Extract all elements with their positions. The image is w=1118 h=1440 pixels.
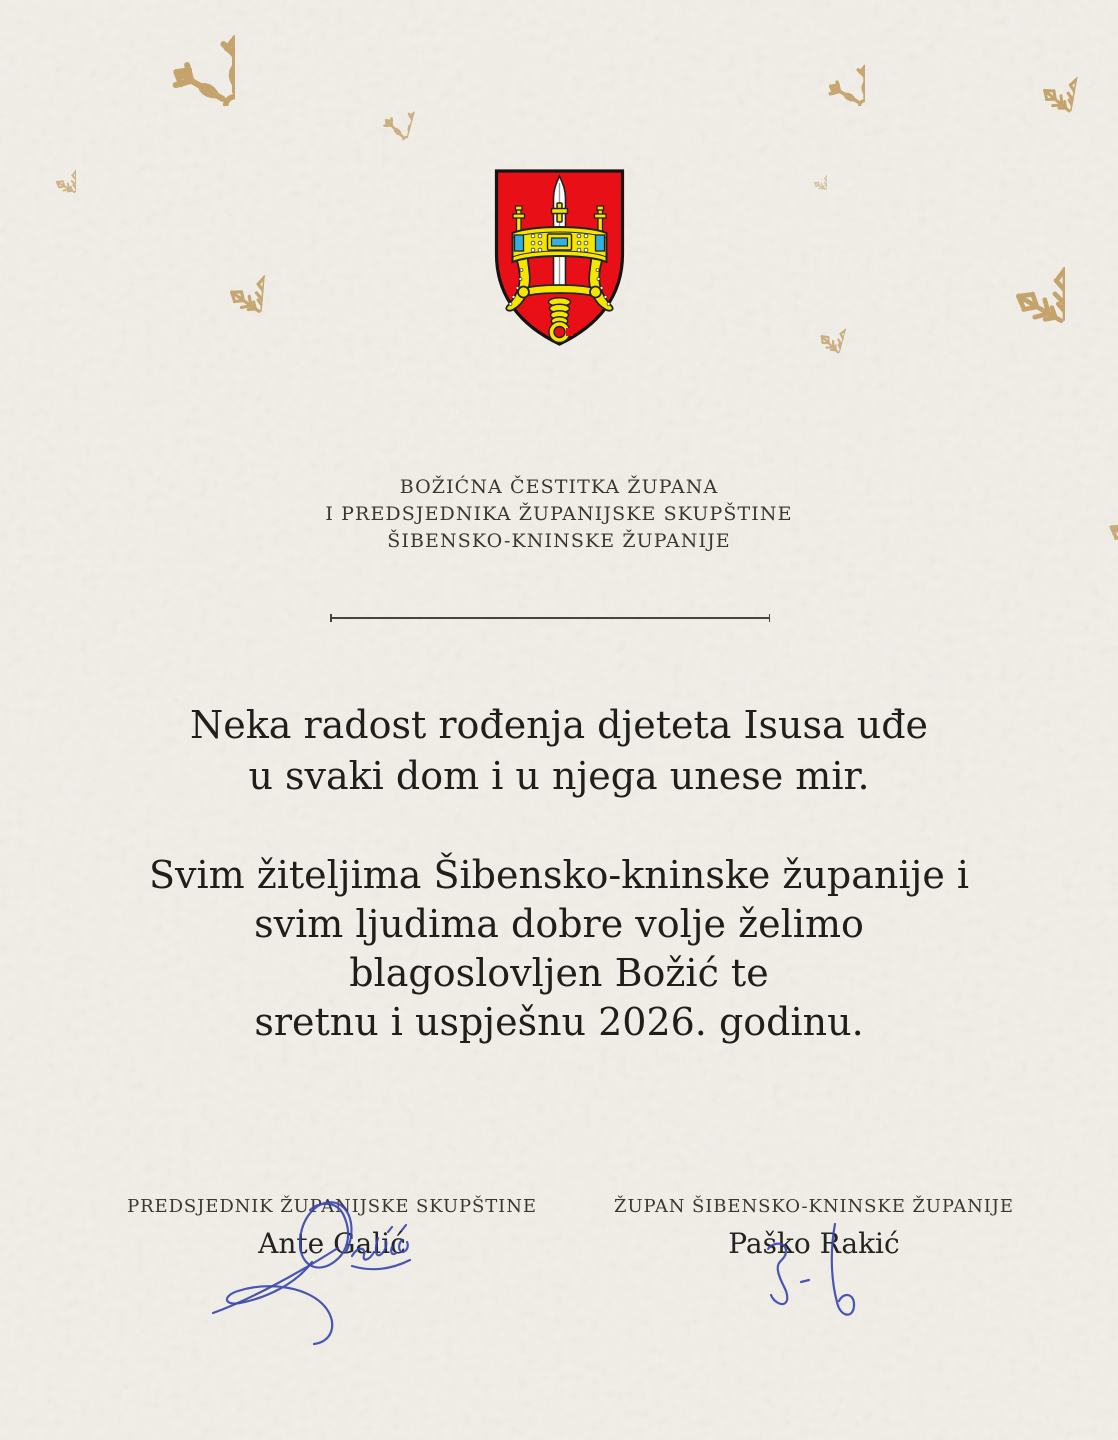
message-line: blagoslovljen Božić te — [349, 951, 769, 995]
snowflake-icon — [797, 160, 827, 190]
divider-end-tick — [769, 614, 771, 622]
snowflake-icon — [953, 211, 1065, 323]
divider-line — [330, 617, 770, 619]
message-line: sretnu i uspješnu 2026. godinu. — [254, 1000, 864, 1044]
message-line: u svaki dom i u njega unese mir. — [248, 754, 870, 798]
message-line: svim ljudima dobre volje želimo — [254, 902, 864, 946]
message-line: Svim žiteljima Šibensko-kninske županije i — [148, 853, 970, 897]
message-line: Neka radost rođenja djeteta Isusa uđe — [189, 703, 929, 747]
snowflake-icon — [30, 147, 76, 193]
header-line-1: BOŽIĆNA ČESTITKA ŽUPANA — [399, 476, 719, 498]
snowflake-icon — [781, 22, 865, 106]
snowflake-icon — [347, 65, 423, 141]
signature-block-president — [102, 1196, 562, 1261]
signer-title: ŽUPAN ŠIBENSKO-KNINSKE ŽUPANIJE — [614, 1196, 1014, 1217]
card-header — [0, 474, 1118, 555]
message-paragraph-2 — [0, 851, 1118, 1047]
header-line-2: I PREDSJEDNIKA ŽUPANIJSKE SKUPŠTINE — [325, 503, 793, 525]
snowflake-icon — [789, 290, 853, 354]
snowflake-icon — [91, 0, 235, 106]
signer-title: PREDSJEDNIK ŽUPANIJSKE SKUPŠTINE — [127, 1196, 537, 1217]
signature-block-zupan — [584, 1196, 1044, 1261]
snowflake-icon — [186, 231, 268, 313]
signer-name: Paško Rakić — [728, 1227, 900, 1260]
header-line-3: ŠIBENSKO-KNINSKE ŽUPANIJE — [387, 530, 731, 552]
snowflake-icon — [1000, 29, 1083, 112]
sibenik-knin-coat-of-arms-icon — [491, 166, 628, 348]
signer-name: Ante Galić — [258, 1227, 406, 1260]
message-paragraph-1 — [0, 700, 1118, 802]
divider-end-tick — [330, 614, 332, 622]
